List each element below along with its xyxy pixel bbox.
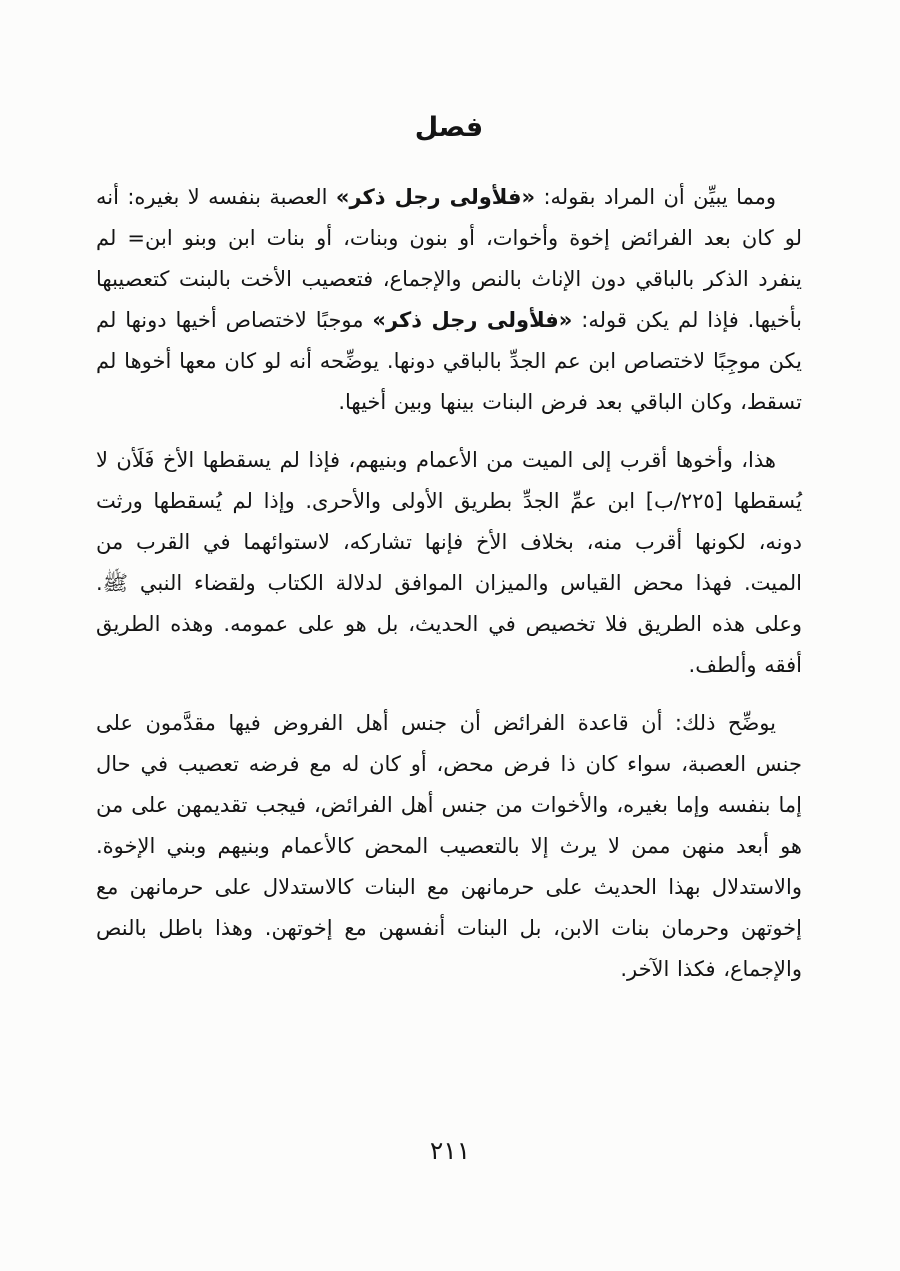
page-body [96, 177, 802, 990]
paragraph: يوضِّح ذلك: أن قاعدة الفرائض أن جنس أهل الفروض فيها مقدَّمون على جنس العصبة، سواء كان ذا فرض محض، أو كان له مع فرضه تعصيب في حال إما بنفسه وإما بغيره، والأخوات من جنس أهل الفرائض، فيجب تقديمهن على من هو أبعد منهن ممن لا يرث إلا بالتعصيب المحض كالأعمام وبنيهم وبني الإخوة. والاستدلال بهذا الحديث على حرمانهن مع البنات كالاستدلال على حرمانهن مع إخوتهن وحرمان بنات الابن، بل البنات أنفسهن مع إخوتهن. وهذا باطل بالنص والإجماع، فكذا الآخر. [96, 711, 802, 981]
section-heading: فصل [414, 112, 484, 143]
paragraph: ومما يبيِّن أن المراد بقوله: «فلأولى رجل ذكر» العصبة بنفسه لا بغيره: أنه لو كان بعد الفرائض إخوة وأخوات، أو بنون وبنات، أو بنات ابن وبنو ابن= لم ينفرد الذكر بالباقي دون الإناث بالنص والإجماع، فتعصيب الأخت بالبنت كتعصيبها بأخيها. فإذا لم يكن قوله: «فلأولى رجل ذكر» موجبًا لاختصاص أخيها دونها لم يكن موجِبًا لاختصاص ابن عم الجدِّ بالباقي دونها. يوضِّحه أنه لو كان معها أخوها لم تسقط، وكان الباقي بعد فرض البنات بينها وبين أخيها. [96, 185, 802, 414]
paragraph: هذا، وأخوها أقرب إلى الميت من الأعمام وبنيهم، فإذا لم يسقطها الأخ فَلَأن لا يُسقطها [٢٢٥/ب] ابن عمِّ الجدِّ بطريق الأولى والأحرى. وإذا لم يُسقطها ورثت دونه، لكونها أقرب منه، بخلاف الأخ فإنها تشاركه، لاستوائهما في القرب من الميت. فهذا محض القياس والميزان الموافق لدلالة الكتاب ولقضاء النبي ﷺ. وعلى هذه الطريق فلا تخصيص في الحديث، بل هو على عمومه. وهذه الطريق أفقه وألطف. [96, 448, 803, 677]
page-number: ٢١١ [429, 1136, 471, 1165]
